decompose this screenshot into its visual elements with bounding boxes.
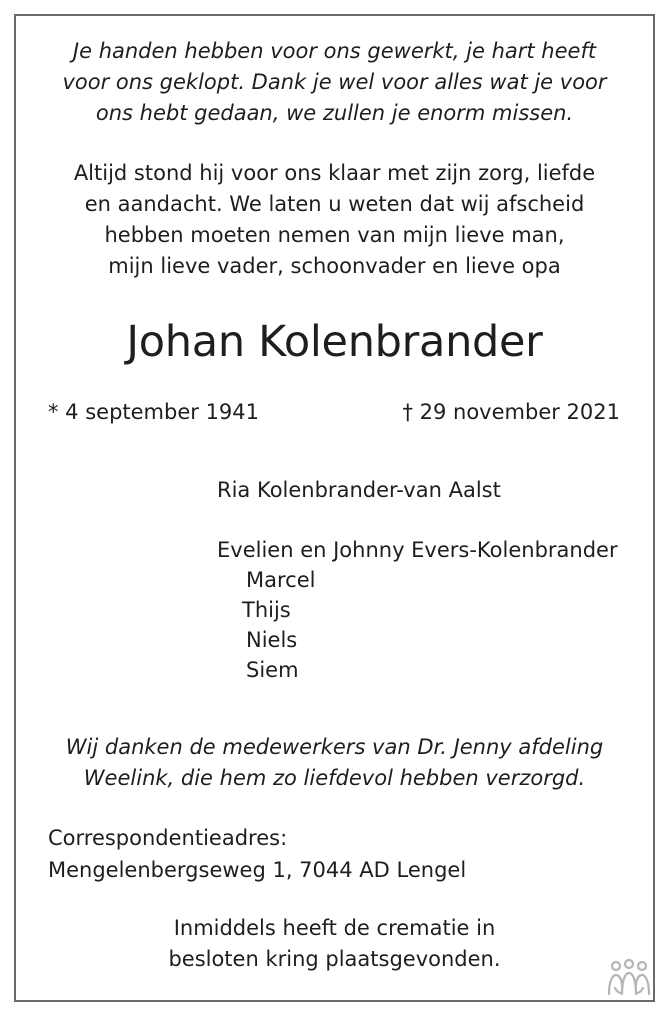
grandchild-name: Siem <box>246 658 299 682</box>
intro-line: hebben moeten nemen van mijn lieve man, <box>104 223 565 247</box>
intro-line: en aandacht. We laten u weten dat wij afscheid <box>84 192 585 216</box>
child-family-name: Evelien en Johnny Evers-Kolenbrander <box>217 538 618 562</box>
thanks-line: Weelink, die hem zo liefdevol hebben verzorgd. <box>83 766 586 790</box>
correspondence-address <box>48 822 466 886</box>
birth-date: * 4 september 1941 <box>48 400 260 424</box>
poem <box>0 36 669 129</box>
deceased-name: Johan Kolenbrander <box>126 317 543 367</box>
closing-line: besloten kring plaatsgevonden. <box>168 947 501 971</box>
closing-text <box>0 913 669 975</box>
poem-line: ons hebt gedaan, we zullen je enorm missen. <box>95 101 574 125</box>
grandchild-name: Thijs <box>242 598 291 622</box>
death-date: † 29 november 2021 <box>402 400 620 424</box>
grandchild-name: Marcel <box>246 568 316 592</box>
people-group-icon <box>603 958 655 998</box>
family-spacer <box>217 505 618 535</box>
thanks-line: Wij danken de medewerkers van Dr. Jenny afdeling <box>65 735 604 759</box>
intro-line: mijn lieve vader, schoonvader en lieve opa <box>108 254 561 278</box>
closing-line: Inmiddels heeft de crematie in <box>173 916 496 940</box>
poem-line: voor ons geklopt. Dank je wel voor alles wat je voor <box>62 70 607 94</box>
intro-text <box>0 158 669 282</box>
address-value: Mengelenbergseweg 1, 7044 AD Lengel <box>48 858 467 882</box>
grandchild-name: Niels <box>246 628 298 652</box>
spouse-name: Ria Kolenbrander-van Aalst <box>217 478 501 502</box>
poem-line: Je handen hebben voor ons gewerkt, je hart heeft <box>72 39 597 63</box>
intro-line: Altijd stond hij voor ons klaar met zijn zorg, liefde <box>73 161 596 185</box>
address-label: Correspondentieadres: <box>48 826 288 850</box>
family-list <box>217 475 618 685</box>
thanks-text <box>0 732 669 794</box>
